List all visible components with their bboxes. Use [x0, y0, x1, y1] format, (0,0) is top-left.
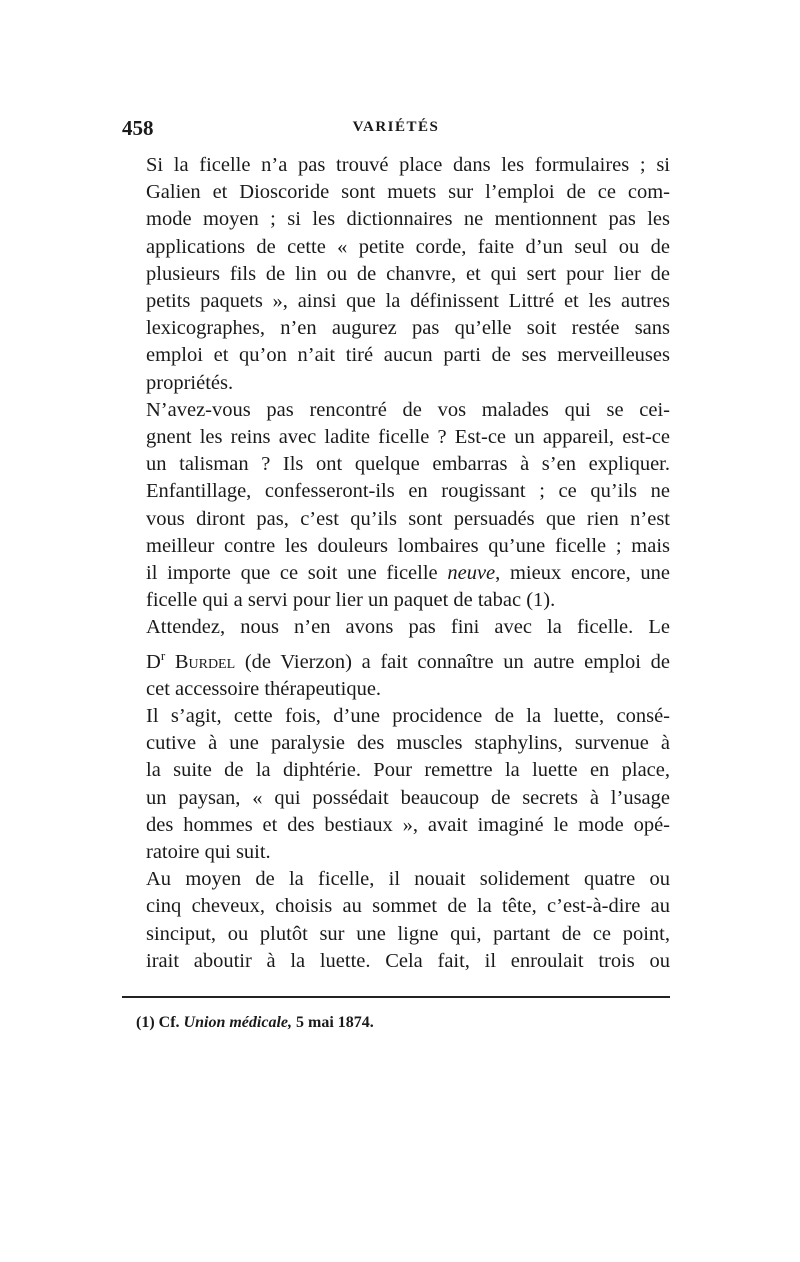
paragraph-3	[122, 478, 670, 614]
text-line: Attendez, nous n’en avons pas fini avec la ficelle. Le	[146, 616, 670, 639]
footnote-divider	[122, 996, 670, 998]
footnote-marker: (1)	[136, 1014, 155, 1031]
page-header	[122, 116, 670, 142]
footnote-prefix: Cf.	[158, 1014, 180, 1031]
footnote-journal: Union médicale,	[183, 1014, 292, 1031]
paragraph-2	[122, 397, 670, 479]
text-line	[122, 560, 670, 587]
text-line: plusieurs fils de lin ou de chanvre, et qui sert pour lier de	[146, 262, 670, 285]
paragraph-5	[122, 703, 670, 866]
text-line: ficelle qui a servi pour lier un paquet de tabac (1).	[146, 589, 556, 612]
running-head: VARIÉTÉS	[352, 119, 440, 135]
paragraph-4	[122, 614, 670, 702]
text-line: sinciput, ou plutôt sur une ligne qui, partant de ce point,	[146, 922, 670, 945]
text-line: vous diront pas, c’est qu’ils sont persuadés que rien n’est	[146, 507, 670, 530]
text-line: Galien et Dioscoride sont muets sur l’emploi de ce com-	[146, 181, 670, 204]
text-line: meilleur contre les douleurs lombaires qu’une ficelle ; mais	[146, 534, 670, 557]
text-line: propriétés.	[146, 371, 234, 394]
text-line: lexicographes, n’en augurez pas qu’elle soit restée sans	[146, 317, 670, 340]
footnote	[136, 1014, 374, 1032]
superscript: r	[160, 647, 166, 663]
text-line: la suite de la diphtérie. Pour remettre la luette en place,	[146, 759, 670, 782]
text-segment: (de Vierzon) a fait connaître un autre emploi de	[244, 650, 671, 673]
paragraph-6	[122, 866, 670, 975]
text-line: Enfantillage, confesseront-ils en rougissant ; ce qu’ils ne	[146, 480, 670, 503]
text-segment: , mieux encore, une	[495, 562, 670, 585]
title-abbrev: D	[146, 650, 161, 673]
text-line: mode moyen ; si les dictionnaires ne mentionnent pas les	[146, 208, 670, 231]
paragraph-1	[122, 152, 670, 397]
text-line: N’avez-vous pas rencontré de vos malades qui se cei-	[146, 398, 670, 421]
text-segment: il importe que ce soit une ficelle	[146, 562, 438, 585]
text-line: un paysan, « qui possédait beaucoup de secrets à l’usage	[146, 786, 670, 809]
footnote-date: 5 mai 1874.	[295, 1014, 374, 1031]
text-line: Il s’agit, cette fois, d’une procidence de la luette, consé-	[146, 704, 670, 727]
italic-word: neuve	[447, 562, 496, 585]
text-line: cinq cheveux, choisis au sommet de la tête, c’est-à-dire au	[146, 895, 670, 918]
text-line: cet accessoire thérapeutique.	[146, 677, 382, 700]
text-line: ratoire qui suit.	[146, 840, 271, 863]
text-line: des hommes et des bestiaux », avait imaginé le mode opé-	[146, 813, 670, 836]
page-number: 458	[122, 116, 154, 140]
text-line: Au moyen de la ficelle, il nouait solidement quatre ou	[146, 868, 670, 891]
text-line: cutive à une paralysie des muscles staphylins, survenue à	[146, 732, 670, 755]
text-line: petits paquets », ainsi que la définissent Littré et les autres	[146, 290, 670, 313]
text-line: applications de cette « petite corde, faite d’un seul ou de	[146, 235, 670, 258]
text-line: Si la ficelle n’a pas trouvé place dans les formulaires ; si	[146, 154, 670, 176]
body-text	[122, 152, 670, 975]
text-line	[122, 642, 670, 676]
text-line: gnent les reins avec ladite ficelle ? Est-ce un appareil, est-ce	[146, 426, 670, 449]
text-line: emploi et qu’on n’ait tiré aucun parti de ses merveilleuses	[146, 344, 670, 367]
text-line: irait aboutir à la luette. Cela fait, il enroulait trois ou	[146, 949, 670, 972]
person-name: Burdel	[174, 650, 236, 673]
text-line: un talisman ? Ils ont quelque embarras à s’en expliquer.	[146, 453, 670, 476]
